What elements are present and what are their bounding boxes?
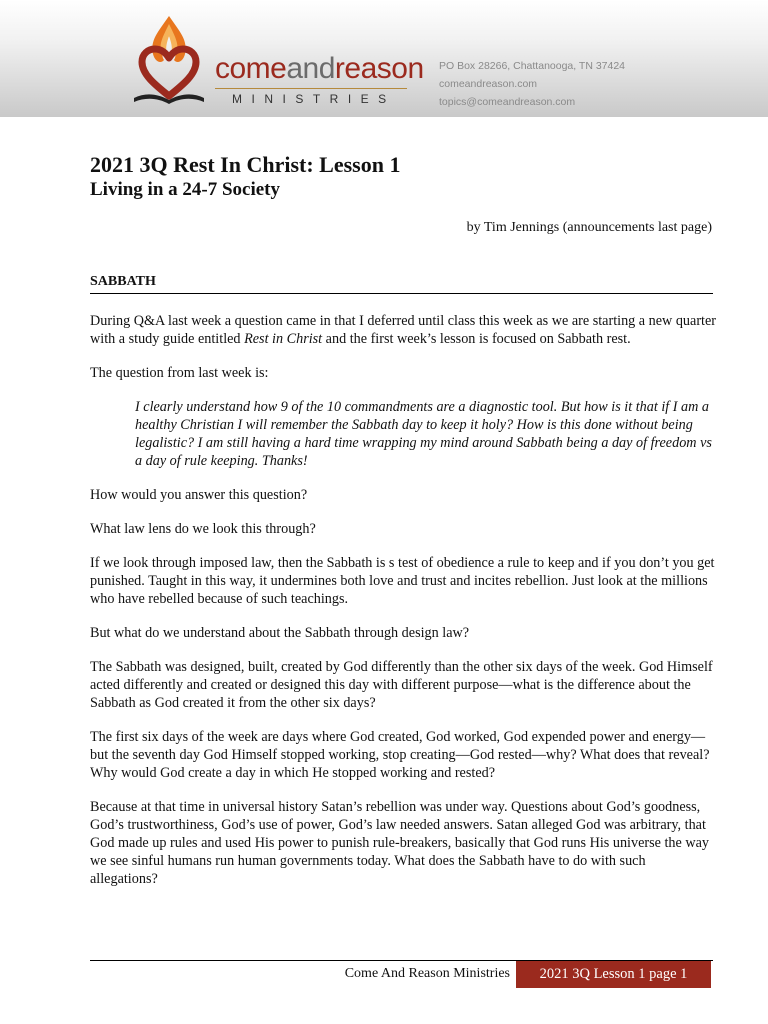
logo-word-come: come xyxy=(215,52,287,85)
contact-website[interactable]: comeandreason.com xyxy=(439,78,538,90)
paragraph: The first six days of the week are days where God created, God worked, God expended power and energy—but the seventh day God Himself stopped working, stop creating—God rested—why? What does that reveal? Why would God create a day in which He stopped working and rested? xyxy=(90,729,710,781)
document-body xyxy=(90,312,716,904)
logo-word-and: and xyxy=(286,52,335,85)
section-heading: SABBATH xyxy=(90,274,156,289)
contact-email[interactable]: topics@comeandreason.com xyxy=(439,96,576,108)
reader-question-quote: I clearly understand how 9 of the 10 commandments are a diagnostic tool. But how is it that if I am a healthy Christian I will remember the Sabbath day to keep it holy? How is this done without being legalistic? I am still having a hard time wrapping my mind around Sabbath being a day of freedom vs a day of rule keeping. Thanks! xyxy=(135,399,712,469)
paragraph: If we look through imposed law, then the Sabbath is s test of obedience a rule to keep and if you don’t you get punished. Taught in this way, it undermines both love and trust and incites rebellion. Just look at the millions who have rebelled because of such teachings. xyxy=(90,555,715,607)
paragraph: Because at that time in universal history Satan’s rebellion was under way. Questions about God’s goodness, God’s trustworthiness, God’s use of power, God’s law needed answers. Satan alleged God was arbitrary, that God made up rules and used His power to punish rule-breakers, basically that God runs His universe the way we see sinful humans run human governments today. What does the Sabbath have to do with such allegations? xyxy=(90,799,709,887)
paragraph: How would you answer this question? xyxy=(90,487,308,503)
logo-divider xyxy=(215,88,407,89)
footer-organization: Come And Reason Ministries xyxy=(344,966,510,981)
footer-page-label: 2021 3Q Lesson 1 page 1 xyxy=(516,961,711,988)
paragraph-intro xyxy=(90,312,716,348)
paragraph: What law lens do we look this through? xyxy=(90,521,316,537)
byline: by Tim Jennings (announcements last page) xyxy=(466,220,712,235)
paragraph: But what do we understand about the Sabbath through design law? xyxy=(90,625,470,641)
logo-wordmark xyxy=(215,52,424,86)
paragraph: The Sabbath was designed, built, created by God differently than the other six days of the week. God Himself acted differently and created or designed this day with different purpose—what is the difference about the Sabbath as God created it from the other six days? xyxy=(90,659,713,711)
flame-heart-bible-logo-icon xyxy=(128,10,210,108)
logo-subtitle: MINISTRIES xyxy=(232,92,396,106)
contact-address: PO Box 28266, Chattanooga, TN 37424 xyxy=(439,60,626,72)
document-subtitle: Living in a 24-7 Society xyxy=(90,179,281,200)
letterhead xyxy=(0,0,768,117)
intro-text-a: During Q&A last week a question came in that I deferred until class this week as we are starting a new quarter with a study guide entitled xyxy=(90,313,717,347)
contact-block xyxy=(439,57,625,111)
intro-text-b: and the first week’s lesson is focused on Sabbath rest. xyxy=(322,331,631,347)
paragraph-question-lead: The question from last week is: xyxy=(90,365,269,381)
book-title: Rest in Christ xyxy=(244,331,323,347)
document-title: 2021 3Q Rest In Christ: Lesson 1 xyxy=(90,152,401,177)
section-divider xyxy=(90,293,713,294)
logo-word-reason: reason xyxy=(334,52,424,85)
